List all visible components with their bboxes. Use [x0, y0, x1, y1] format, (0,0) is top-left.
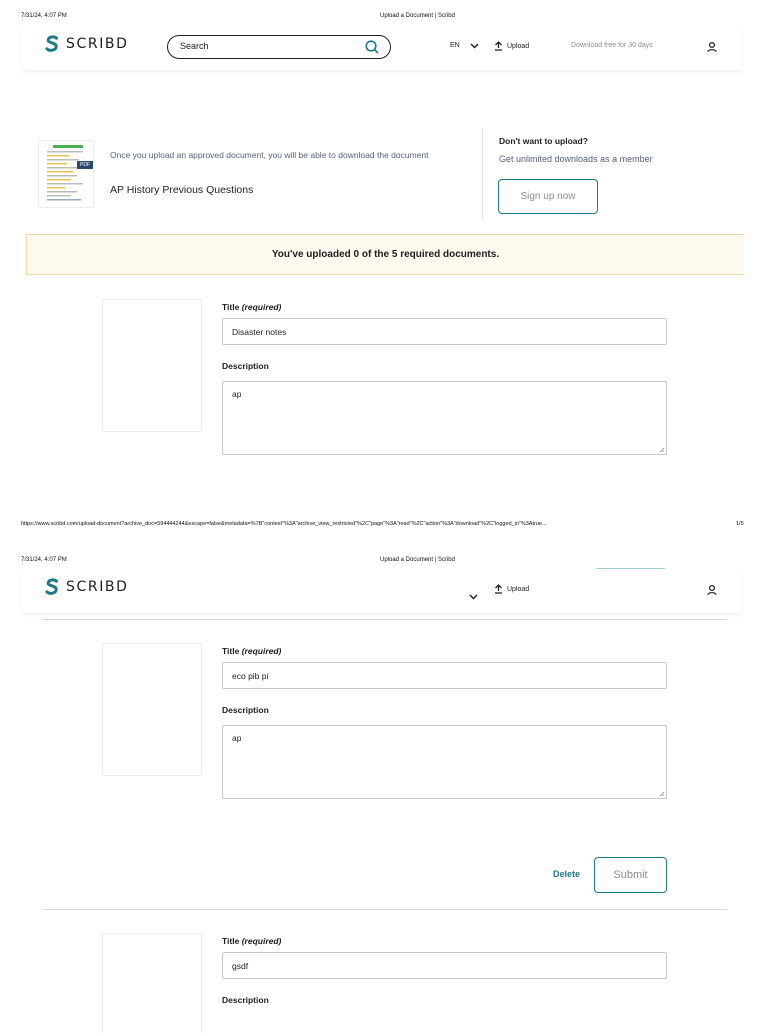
language-selector[interactable] — [469, 587, 478, 605]
search-box — [167, 35, 391, 59]
vertical-divider — [482, 128, 483, 220]
document-thumbnail — [38, 140, 94, 208]
sign-up-button[interactable]: Sign up now — [498, 179, 598, 214]
upload-link[interactable] — [494, 41, 529, 51]
title-input[interactable] — [222, 318, 667, 345]
download-free-link[interactable]: Download free for 30 days — [571, 42, 653, 49]
section-divider — [42, 619, 727, 620]
description-label: Description — [222, 361, 269, 371]
description-textarea[interactable] — [222, 381, 667, 455]
upload-label: Upload — [507, 42, 530, 50]
title-label: Title (required) — [222, 646, 282, 656]
description-label: Description — [222, 995, 269, 1005]
scribd-logo-icon — [44, 578, 60, 596]
section-divider — [42, 909, 727, 910]
upload-progress-text: You've uploaded 0 of the 5 required documents. — [271, 249, 500, 260]
dont-want-heading: Don't want to upload? — [499, 136, 588, 146]
delete-button[interactable]: Delete — [553, 869, 581, 879]
membership-subtitle: Get unlimited downloads as a member — [499, 154, 653, 164]
upload-note: Once you upload an approved document, you will be able to download the document — [110, 150, 429, 160]
upload-label: Upload — [507, 585, 530, 593]
upload-arrow-icon — [494, 41, 503, 51]
upload-progress-banner — [26, 234, 744, 275]
title-input[interactable] — [222, 952, 667, 979]
print-page-title: Upload a Document | Scribd — [380, 13, 455, 19]
description-textarea[interactable] — [222, 725, 667, 799]
language-label: EN — [450, 42, 460, 49]
top-navbar — [22, 26, 742, 70]
print-datetime: 7/31/24, 4:07 PM — [21, 557, 67, 563]
upload-link[interactable] — [494, 584, 529, 594]
search-icon[interactable] — [364, 39, 380, 60]
resize-handle-icon[interactable] — [659, 447, 665, 453]
chevron-down-icon — [469, 594, 478, 600]
document-preview — [102, 643, 202, 776]
print-url: https://www.scribd.com/upload-document?archive_doc=594444244&escape=false&metadata=%7B"context"%3A"archive_view_restricted"%2C"page"%3A"read"%2C"action"%3A"download"%2C"logged_in"%3Atrue... — [21, 521, 547, 527]
chevron-down-icon — [470, 43, 479, 49]
account-icon[interactable] — [706, 40, 718, 58]
scribd-logo[interactable] — [44, 35, 129, 53]
print-page-title: Upload a Document | Scribd — [380, 557, 455, 563]
requested-document-title[interactable]: AP History Previous Questions — [110, 184, 254, 196]
print-page-number: 1/5 — [736, 521, 744, 527]
scribd-logo-icon — [44, 35, 60, 53]
logo-wordmark: SCRIBD — [66, 579, 129, 595]
title-input[interactable] — [222, 662, 667, 689]
pdf-badge: PDF — [77, 161, 93, 169]
print-datetime: 7/31/24, 4:07 PM — [21, 13, 67, 19]
scribd-logo[interactable] — [44, 578, 129, 596]
search-input[interactable] — [180, 41, 350, 51]
title-label: Title (required) — [222, 302, 282, 312]
upload-arrow-icon — [494, 584, 503, 594]
logo-wordmark: SCRIBD — [66, 36, 129, 52]
title-label: Title (required) — [222, 936, 282, 946]
account-icon[interactable] — [706, 583, 718, 601]
language-selector[interactable] — [450, 42, 479, 49]
submit-button[interactable]: Submit — [594, 857, 667, 893]
document-preview — [102, 299, 202, 432]
top-navbar — [22, 569, 742, 613]
description-label: Description — [222, 705, 269, 715]
resize-handle-icon[interactable] — [659, 791, 665, 797]
document-preview — [102, 933, 202, 1033]
